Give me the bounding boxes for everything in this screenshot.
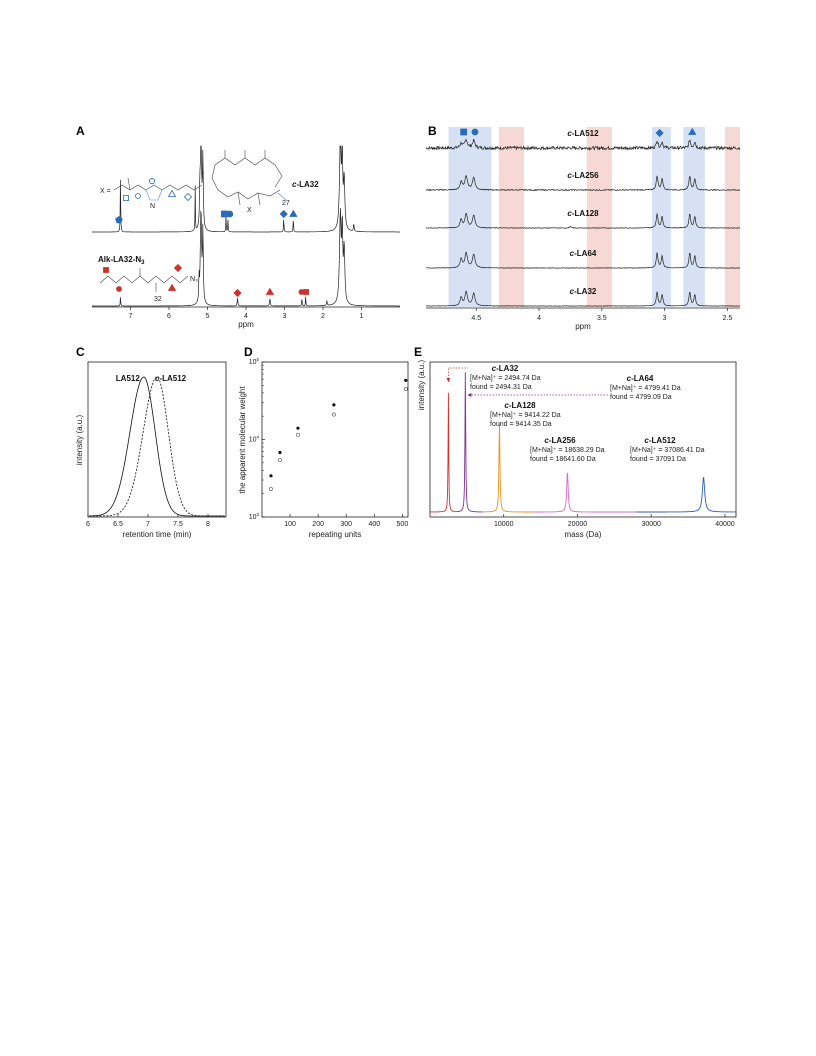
panel-c <box>75 345 226 539</box>
panel-a-tick-label: 2 <box>321 313 325 320</box>
highlight-band-blue <box>652 127 671 307</box>
subscript-32: 32 <box>154 296 162 303</box>
panel-d-x-tick-label: 200 <box>312 521 324 528</box>
ms-found-1: found = 4799.09 Da <box>610 394 672 401</box>
azide-label: N₃ <box>190 276 198 283</box>
panel-c-tick-label: 6.5 <box>113 521 123 528</box>
panel-a-tick-label: 1 <box>359 313 364 320</box>
panel-c-tick-label: 8 <box>206 521 210 528</box>
panel-d-x-tick-label: 500 <box>396 521 409 528</box>
panel-b-label: B <box>428 124 437 138</box>
panel-a-tick-label: 4 <box>244 313 248 320</box>
ms-found-4: found = 37091 Da <box>630 456 686 463</box>
linker-structure-drawing <box>114 178 202 200</box>
point-open <box>269 487 272 490</box>
panel-a-trace-label-alk: Alk-$LA32-N_3$ <box>98 255 145 266</box>
panel-b-tick-label: 4.5 <box>471 315 482 322</box>
peak-marker-triangle <box>290 211 297 217</box>
panel-e-tick-label: 20000 <box>567 521 588 528</box>
panel-d-frame <box>262 362 408 517</box>
highlight-band-blue <box>683 127 704 307</box>
arrowhead-c-la64 <box>467 393 471 397</box>
peak-marker-square-red <box>304 290 309 295</box>
panel-b-tick-label: 4 <box>537 315 541 322</box>
panel-c-tick-label: 6 <box>86 521 90 528</box>
ms-found-0: found = 2494.31 Da <box>470 384 532 391</box>
panel-e-tick-label: 30000 <box>641 521 661 528</box>
subscript-27: 27 <box>282 200 290 207</box>
ms-label-1: c-LA64 <box>626 374 654 383</box>
panel-b-tick-label: 3 <box>662 315 667 322</box>
panel-b <box>426 124 740 331</box>
panel-e-tick-label: 40000 <box>715 521 735 528</box>
panel-d-x-tick-label: 300 <box>340 521 353 528</box>
panel-e-x-label: mass (Da) <box>564 530 602 539</box>
point-open <box>278 459 281 462</box>
ms-peak-2 <box>483 423 533 512</box>
panel-b-trace-label: c-LA128 <box>567 209 599 218</box>
ms-peak-4 <box>637 478 736 512</box>
x-equals: X = <box>100 188 111 195</box>
ms-peak-0 <box>430 393 456 512</box>
ms-calc-1: [M+Na]⁺ = 4799.41 Da <box>610 385 681 392</box>
panel-d-y-label: the apparent molecular weight <box>238 386 247 494</box>
structure-marker-square <box>124 196 129 201</box>
panel-e <box>414 345 736 539</box>
panel-d-y-tick-label: $10^3$ <box>248 512 259 521</box>
panel-d <box>238 345 408 539</box>
structure-marker-pentagon <box>149 178 155 183</box>
panel-c-x-label: retention time (min) <box>122 530 192 539</box>
alk-marker-square <box>104 268 109 273</box>
ms-label-2: c-LA128 <box>504 401 536 410</box>
structure-marker-circle <box>136 194 141 199</box>
arrowhead-c-la32 <box>446 378 450 382</box>
structure-marker-triangle <box>169 191 176 197</box>
panel-b-tick-label: 2.5 <box>722 315 733 322</box>
alk-marker-circle <box>117 287 122 292</box>
panel-b-tick-label: 3.5 <box>596 315 607 322</box>
panel-b-trace-label: c-LA512 <box>567 129 599 138</box>
panel-e-label: E <box>414 345 423 359</box>
ms-calc-3: [M+Na]⁺ = 18638.29 Da <box>530 447 605 454</box>
peak-marker-diamond-red <box>234 290 241 297</box>
triazole-label: N <box>150 203 156 210</box>
ms-label-4: c-LA512 <box>644 436 676 445</box>
ms-label-3: c-LA256 <box>544 436 576 445</box>
panel-b-trace-label: c-LA64 <box>569 249 597 258</box>
highlight-band-blue <box>449 127 492 307</box>
highlight-band-red <box>725 127 740 307</box>
panel-e-y-label: intensity (a.u.) <box>417 359 426 411</box>
panel-a-tick-label: 7 <box>128 313 133 320</box>
panel-a-tick-label: 3 <box>282 313 287 320</box>
panel-c-label: C <box>76 345 85 359</box>
panel-e-tick-label: 10000 <box>494 521 514 528</box>
point-filled <box>332 403 335 406</box>
cyclic-structure-drawing <box>212 150 286 205</box>
peak-marker-circle <box>227 211 233 217</box>
band-marker-square <box>461 129 467 135</box>
ms-calc-2: [M+Na]⁺ = 9414.22 Da <box>490 412 561 419</box>
point-open <box>332 413 335 416</box>
panel-b-trace-label: c-LA256 <box>567 171 599 180</box>
series-label-c-la512: c-LA512 <box>155 374 187 383</box>
point-filled <box>269 474 272 477</box>
panel-d-x-tick-label: 100 <box>284 521 296 528</box>
ms-calc-4: [M+Na]⁺ = 37086.41 Da <box>630 447 705 454</box>
band-marker-circle <box>472 129 478 135</box>
alk-marker-triangle <box>169 285 176 291</box>
peak-marker-triangle-red <box>266 289 273 295</box>
panel-c-tick-label: 7 <box>146 521 150 528</box>
panel-d-y-tick-label: $10^5$ <box>248 357 259 366</box>
peak-marker-diamond <box>280 211 287 218</box>
alk-structure-drawing <box>100 268 188 292</box>
ms-found-3: found = 18641.60 Da <box>530 456 596 463</box>
gpc-trace-0 <box>89 377 225 516</box>
x-mark-top: X <box>247 207 252 214</box>
ms-calc-0: [M+Na]⁺ = 2494.74 Da <box>470 375 541 382</box>
panel-c-frame <box>88 362 226 517</box>
point-open <box>404 387 407 390</box>
panel-d-x-tick-label: 400 <box>368 521 381 528</box>
panel-b-trace-label: c-LA32 <box>569 287 597 296</box>
panel-d-label: D <box>244 345 253 359</box>
panel-a-x-label: ppm <box>238 320 254 329</box>
ms-peak-3 <box>533 473 636 512</box>
panel-a-tick-label: 6 <box>167 313 171 320</box>
panel-c-y-label: intensity (a.u.) <box>75 414 84 466</box>
panel-d-x-label: repeating units <box>308 530 362 539</box>
point-filled <box>278 451 281 454</box>
panel-a-trace-label-c-la32: c-LA32 <box>292 180 319 189</box>
panel-a <box>76 124 400 329</box>
panel-a-tick-label: 5 <box>205 313 210 320</box>
panel-a-label: A <box>76 124 85 138</box>
panel-d-y-tick-label: $10^4$ <box>248 434 259 444</box>
highlight-band-red <box>499 127 524 307</box>
panel-c-tick-label: 7.5 <box>173 521 183 528</box>
point-open <box>296 433 299 436</box>
ms-found-2: found = 9414.35 Da <box>490 421 552 428</box>
ms-peak-1 <box>457 372 483 512</box>
alk-marker-diamond <box>175 265 182 272</box>
series-label-la512: LA512 <box>115 374 140 383</box>
point-filled <box>296 427 299 430</box>
point-filled <box>404 379 407 382</box>
panel-b-x-label: ppm <box>575 322 591 331</box>
ms-label-0: c-LA32 <box>491 364 519 373</box>
structure-marker-diamond <box>185 194 192 201</box>
